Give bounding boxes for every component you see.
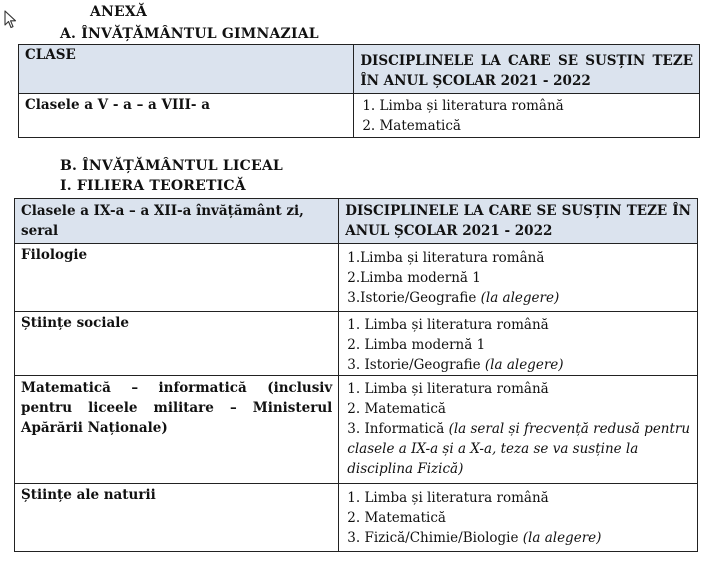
- list-item: 2.Limba modernă 1: [347, 270, 481, 286]
- header-cell-right: [339, 199, 698, 244]
- table-header-row: [19, 45, 700, 94]
- row-category: Filologie: [21, 247, 88, 263]
- header-cell-right: [354, 45, 700, 94]
- row-category: Științe sociale: [21, 315, 129, 331]
- header-label-discipline: DISCIPLINELE LA CARE SE SUSȚIN TEZE ÎN ANUL ȘCOLAR 2021 - 2022: [345, 203, 691, 239]
- document-title: ANEXĂ: [90, 4, 148, 20]
- row-category: Științe ale naturii: [21, 487, 156, 503]
- header-cell-left: [19, 45, 354, 94]
- table-gimnazial: [18, 44, 700, 138]
- item-text: 3. Informatică: [347, 421, 449, 437]
- subject-list: [339, 376, 697, 479]
- list-item: [347, 528, 691, 548]
- row-category: Clasele a V - a – a VIII- a: [25, 97, 210, 113]
- list-item: [347, 419, 691, 479]
- row-category: Matematică – informatică (inclusiv pentru liceele militare – Ministerul Apărării Naționale): [21, 380, 333, 436]
- subject-list: [339, 244, 697, 308]
- section-b-subheading: I. FILIERA TEORETICĂ: [60, 178, 246, 194]
- list-item: 1. Limba și literatura română: [362, 98, 564, 114]
- table-row: [15, 244, 698, 312]
- list-item: [347, 355, 691, 375]
- subject-list: [339, 312, 697, 375]
- list-item: 1. Limba și literatura română: [347, 490, 549, 506]
- table-row: [15, 484, 698, 552]
- header-cell-left: [15, 199, 339, 244]
- item-text: 3.Istorie/Geografie: [347, 290, 481, 306]
- list-item: [347, 288, 691, 308]
- list-item: 1. Limba și literatura română: [347, 317, 549, 333]
- list-item: 1. Limba și literatura română: [347, 381, 549, 397]
- table-liceal: [14, 198, 698, 552]
- table-row: [19, 94, 700, 138]
- mouse-pointer-icon: [4, 10, 18, 30]
- list-item: 1.Limba și literatura română: [347, 250, 545, 266]
- item-text: 3. Istorie/Geografie: [347, 357, 485, 373]
- item-note: (la alegere): [522, 530, 602, 546]
- list-item: 2. Matematică: [362, 118, 461, 134]
- list-item: 2. Matematică: [347, 401, 446, 417]
- table-row: [15, 312, 698, 376]
- item-note: (la seral și frecvență redusă pentru clasele a IX-a și a X-a, teza se va susține la disciplina Fizică): [347, 421, 691, 477]
- item-text: 3. Fizică/Chimie/Biologie: [347, 530, 523, 546]
- table-row: [15, 376, 698, 484]
- table-header-row: [15, 199, 698, 244]
- header-label-clase: CLASE: [25, 47, 76, 63]
- section-a-heading: A. ÎNVĂȚĂMÂNTUL GIMNAZIAL: [60, 26, 319, 42]
- section-b-heading: B. ÎNVĂȚĂMÂNTUL LICEAL: [60, 158, 283, 174]
- subject-list: [339, 484, 697, 548]
- list-item: 2. Matematică: [347, 510, 446, 526]
- header-label-clase: Clasele a IX-a – a XII-a învățământ zi, seral: [21, 203, 304, 239]
- item-note: (la alegere): [484, 357, 564, 373]
- item-note: (la alegere): [480, 290, 560, 306]
- header-label-discipline: DISCIPLINELE LA CARE SE SUSȚIN TEZE ÎN ANUL ȘCOLAR 2021 - 2022: [360, 53, 693, 89]
- list-item: 2. Limba modernă 1: [347, 337, 486, 353]
- subject-list: [354, 94, 699, 136]
